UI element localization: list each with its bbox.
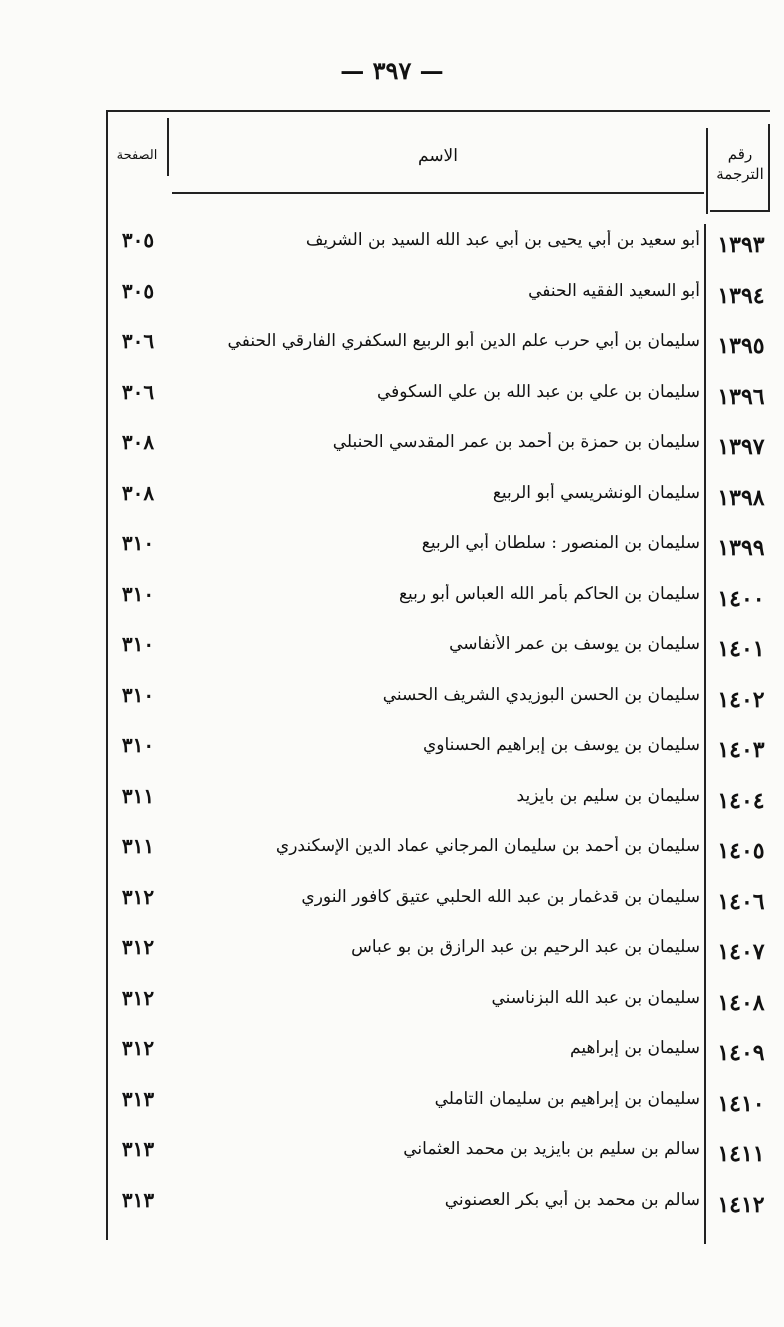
entry-page: ٣١٣ — [121, 1137, 155, 1161]
number-column-divider — [704, 224, 706, 1244]
entry-number: ١٤٠٩ — [717, 1040, 765, 1066]
entry-name: سليمان بن عبد الله البزناسني — [491, 988, 700, 1008]
entry-page: ٣٠٨ — [121, 481, 155, 505]
entry-name: أبو سعيد بن أبي يحيى بن أبي عبد الله السيد بن الشريف — [305, 230, 700, 250]
entry-number: ١٤٠٥ — [717, 838, 765, 864]
entry-number: ١٤١٢ — [717, 1192, 765, 1218]
entry-page: ٣١٢ — [121, 986, 155, 1010]
entry-name: سليمان بن يوسف بن عمر الأنفاسي — [449, 634, 700, 654]
entry-number: ١٣٩٣ — [717, 232, 765, 258]
entry-page: ٣٠٥ — [121, 279, 155, 303]
entry-page: ٣٠٦ — [121, 380, 155, 404]
entry-name: سليمان بن إبراهيم بن سليمان التاملي — [434, 1089, 700, 1109]
entry-name: أبو السعيد الفقيه الحنفي — [528, 281, 700, 301]
entry-name: سليمان بن المنصور : سلطان أبي الربيع — [421, 533, 700, 553]
page-number: — ٣٩٧ — — [340, 56, 444, 85]
entry-name: سليمان بن حمزة بن أحمد بن عمر المقدسي الحنبلي — [332, 432, 700, 452]
entry-number: ١٤٠٧ — [717, 939, 765, 965]
entry-name: سليمان بن قدغمار بن عبد الله الحلبي عتيق كافور النوري — [301, 887, 700, 907]
entry-number: ١٤٠٨ — [717, 990, 765, 1016]
entry-number: ١٣٩٥ — [717, 333, 765, 359]
entry-page: ٣١١ — [121, 784, 155, 808]
entry-page: ٣١١ — [121, 834, 155, 858]
header-page: الصفحة — [116, 148, 158, 163]
entry-number: ١٣٩٧ — [717, 434, 765, 460]
entry-number: ١٤١٠ — [717, 1091, 765, 1117]
entry-number: ١٤٠٦ — [717, 889, 765, 915]
header-number: رقم الترجمة — [716, 145, 764, 183]
entry-name: سليمان بن الحاكم بأمر الله العباس أبو ربيع — [398, 584, 700, 604]
number-column-divider-top — [706, 128, 708, 214]
entry-name: سليمان بن الحسن البوزيدي الشريف الحسني — [382, 685, 700, 705]
entry-page: ٣٠٥ — [121, 228, 155, 252]
entry-number: ١٣٩٦ — [717, 384, 765, 410]
entry-name: سليمان بن علي بن عبد الله بن علي السكوفي — [377, 382, 700, 402]
entry-page: ٣١٠ — [121, 531, 155, 555]
entry-page: ٣٠٦ — [121, 329, 155, 353]
entry-page: ٣١٠ — [121, 632, 155, 656]
entry-number: ١٤٠٠ — [717, 586, 765, 612]
entry-name: سليمان بن أبي حرب علم الدين أبو الربيع السكفري الفارقي الحنفي — [227, 331, 700, 351]
entry-name: سليمان الونشريسي أبو الربيع — [492, 483, 700, 503]
entry-number: ١٤١١ — [717, 1141, 765, 1167]
entry-name: سليمان بن سليم بن بايزيد — [516, 786, 700, 806]
entry-page: ٣١٢ — [121, 885, 155, 909]
entry-name: سليمان بن أحمد بن سليمان المرجاني عماد الدين الإسكندري — [275, 836, 700, 856]
entry-page: ٣١٠ — [121, 582, 155, 606]
entry-page: ٣١٢ — [121, 1036, 155, 1060]
header-name: الاسم — [418, 146, 458, 166]
entry-number: ١٣٩٨ — [717, 485, 765, 511]
entry-name: سليمان بن إبراهيم — [570, 1038, 700, 1058]
entry-number: ١٤٠٣ — [717, 737, 765, 763]
entry-page: ٣١٣ — [121, 1188, 155, 1212]
entry-page: ٣١٠ — [121, 683, 155, 707]
table-top-rule — [106, 110, 770, 112]
entry-number: ١٤٠٢ — [717, 687, 765, 713]
entry-name: سليمان بن عبد الرحيم بن عبد الرازق بن بو عباس — [351, 937, 700, 957]
entry-page: ٣١٣ — [121, 1087, 155, 1111]
entry-name: سالم بن محمد بن أبي بكر العصنوني — [444, 1190, 700, 1210]
entry-page: ٣١٠ — [121, 733, 155, 757]
entry-number: ١٣٩٩ — [717, 535, 765, 561]
table-right-rule-top — [768, 124, 770, 212]
entry-number: ١٤٠٤ — [717, 788, 765, 814]
entry-name: سليمان بن يوسف بن إبراهيم الحسناوي — [422, 735, 700, 755]
entry-number: ١٣٩٤ — [717, 283, 765, 309]
entry-number: ١٤٠١ — [717, 636, 765, 662]
entry-page: ٣١٢ — [121, 935, 155, 959]
entry-name: سالم بن سليم بن بايزيد بن محمد العثماني — [403, 1139, 700, 1159]
entry-page: ٣٠٨ — [121, 430, 155, 454]
